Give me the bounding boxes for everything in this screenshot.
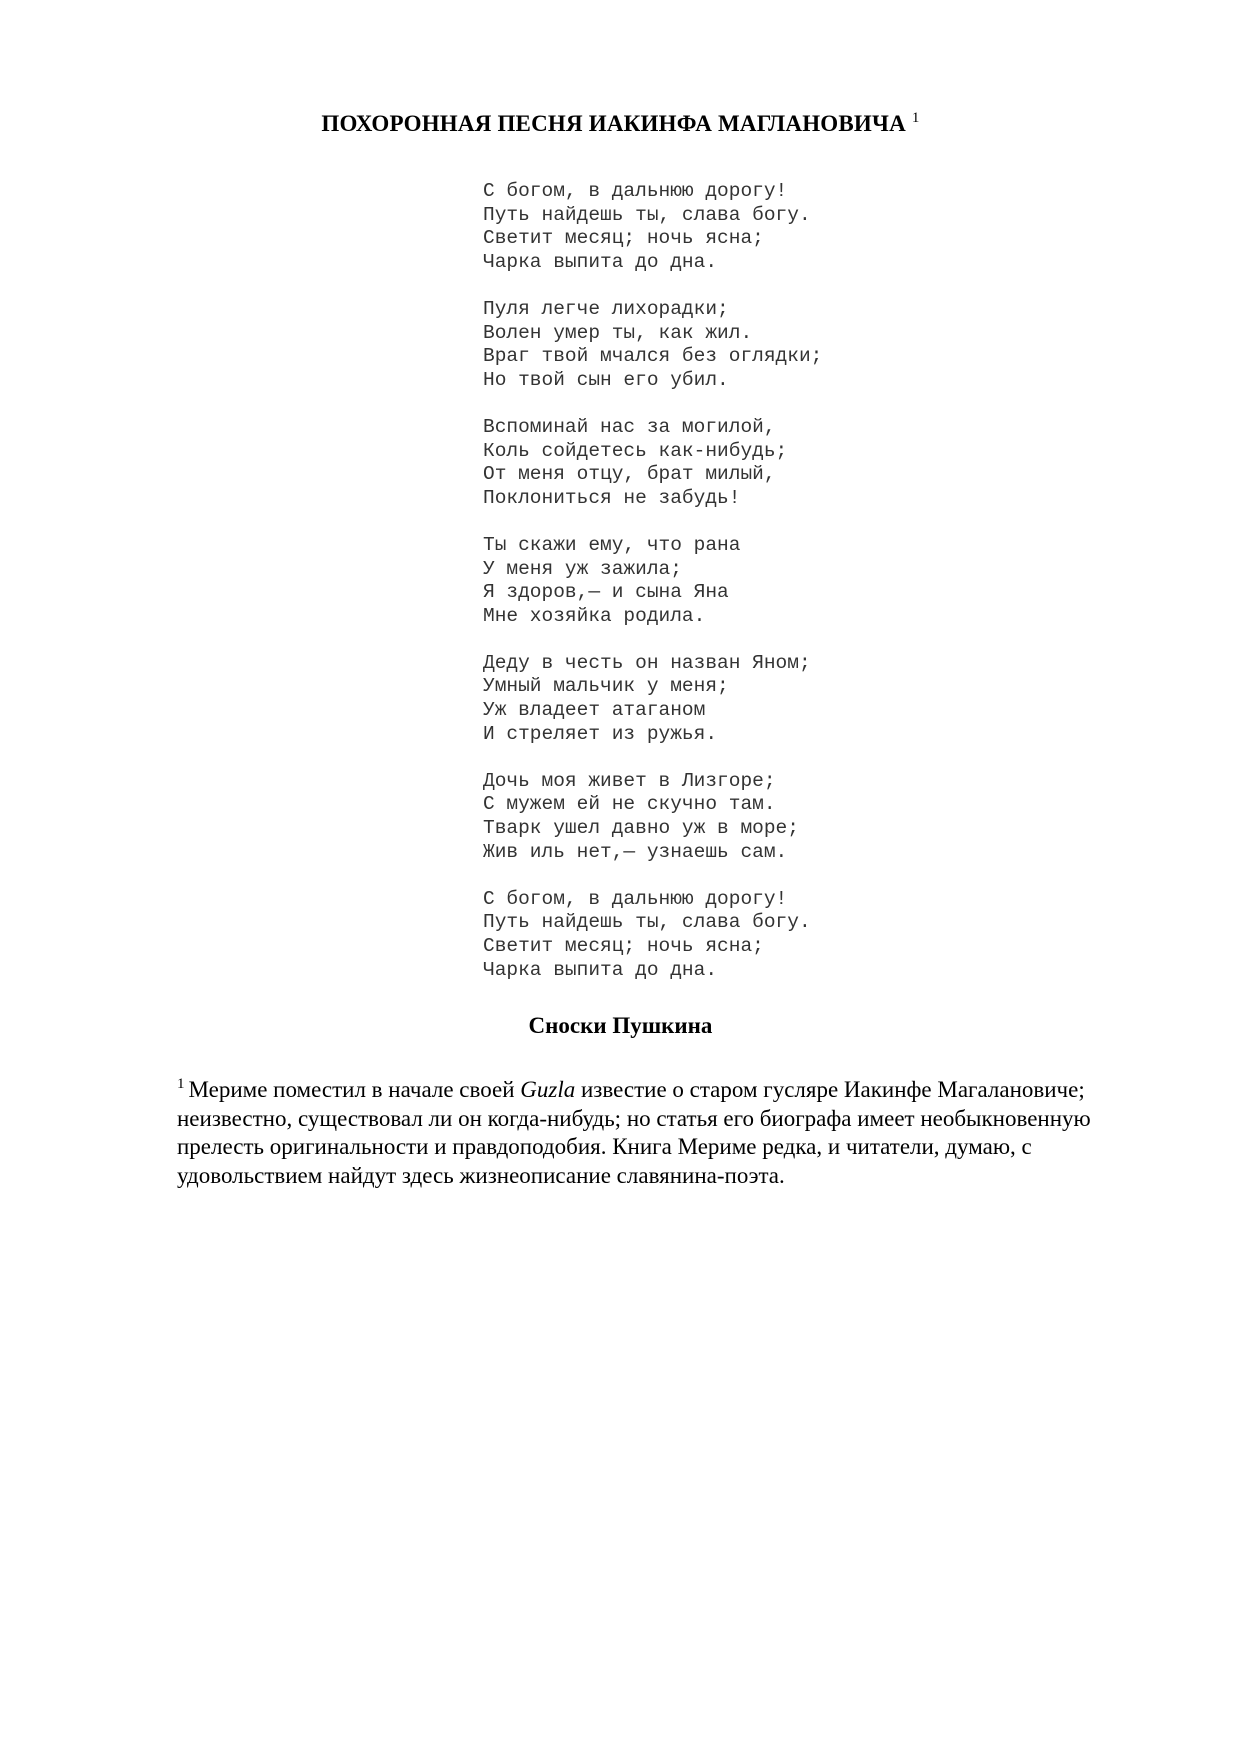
poem-line: От меня отцу, брат милый, [483, 463, 776, 486]
poem-stanza [483, 534, 822, 628]
poem-line: Уж владеет атаганом [483, 699, 706, 722]
poem-stanza [483, 416, 822, 510]
poem-line: Вспоминай нас за могилой, [483, 415, 776, 438]
poem-line: Ты скажи ему, что рана [483, 533, 741, 556]
poem-line: Волен умер ты, как жил. [483, 321, 753, 344]
poem-stanza [483, 652, 822, 746]
poem-line: Пуля легче лихорадки; [483, 297, 729, 320]
poem-line: Я здоров,— и сына Яна [483, 581, 729, 604]
footnote-marker: 1 [177, 1076, 185, 1092]
poem-stanza [483, 888, 822, 982]
footnote-italic-title: Guzla [520, 1077, 576, 1102]
notes-heading: Сноски Пушкина [528, 1013, 713, 1038]
poem-line: Мне хозяйка родила. [483, 604, 706, 627]
poem-line: Тварк ушел давно уж в море; [483, 817, 799, 840]
poem-line: Дочь моя живет в Лизгоре; [483, 769, 776, 792]
poem-line: Но твой сын его убил. [483, 368, 729, 391]
poem-stanza [483, 770, 822, 864]
poem-line: Путь найдешь ты, слава богу. [483, 203, 811, 226]
page-title [0, 110, 1241, 137]
poem-line: Поклониться не забудь! [483, 486, 741, 509]
poem-line: Чарка выпита до дна. [483, 250, 718, 273]
poem-stanza [483, 180, 822, 274]
poem-line: Деду в честь он назван Яном; [483, 651, 811, 674]
footnote [177, 1070, 1162, 1190]
poem-line: И стреляет из ружья. [483, 722, 718, 745]
poem-line: У меня уж зажила; [483, 557, 682, 580]
poem-line: Чарка выпита до дна. [483, 958, 718, 981]
poem-line: Умный мальчик у меня; [483, 675, 729, 698]
poem-line: Жив иль нет,— узнаешь сам. [483, 840, 788, 863]
title-footnote-marker: 1 [911, 110, 920, 126]
poem-line: С мужем ей не скучно там. [483, 793, 776, 816]
poem-stanza [483, 298, 822, 392]
poem-line: Светит месяц; ночь ясна; [483, 935, 764, 957]
poem-line: Светит месяц; ночь ясна; [483, 227, 764, 250]
title-text: ПОХОРОННАЯ ПЕСНЯ ИАКИНФА МАГЛАНОВИЧА [321, 111, 906, 136]
footnote-text-after: известие о старом гусляре Иакинфе Магалановиче; неизвестно, существовал ли он когда-нибудь; но статья его биографа имеет необыкновенную прелесть оригинальности и правдоподобия. Книга Мериме редка, и читатели, думаю, с удовольствием найдут здесь жизнеописание славянина-поэта. [177, 1077, 1091, 1188]
poem-line: Коль сойдетесь как-нибудь; [483, 439, 788, 462]
footnote-text-before: Мериме поместил в начале своей [188, 1077, 521, 1102]
poem [483, 180, 822, 982]
poem-line: С богом, в дальнюю дорогу! [483, 180, 788, 202]
poem-line: Враг твой мчался без оглядки; [483, 345, 823, 368]
poem-line: Путь найдешь ты, слава богу. [483, 911, 811, 934]
poem-line: С богом, в дальнюю дорогу! [483, 887, 788, 910]
